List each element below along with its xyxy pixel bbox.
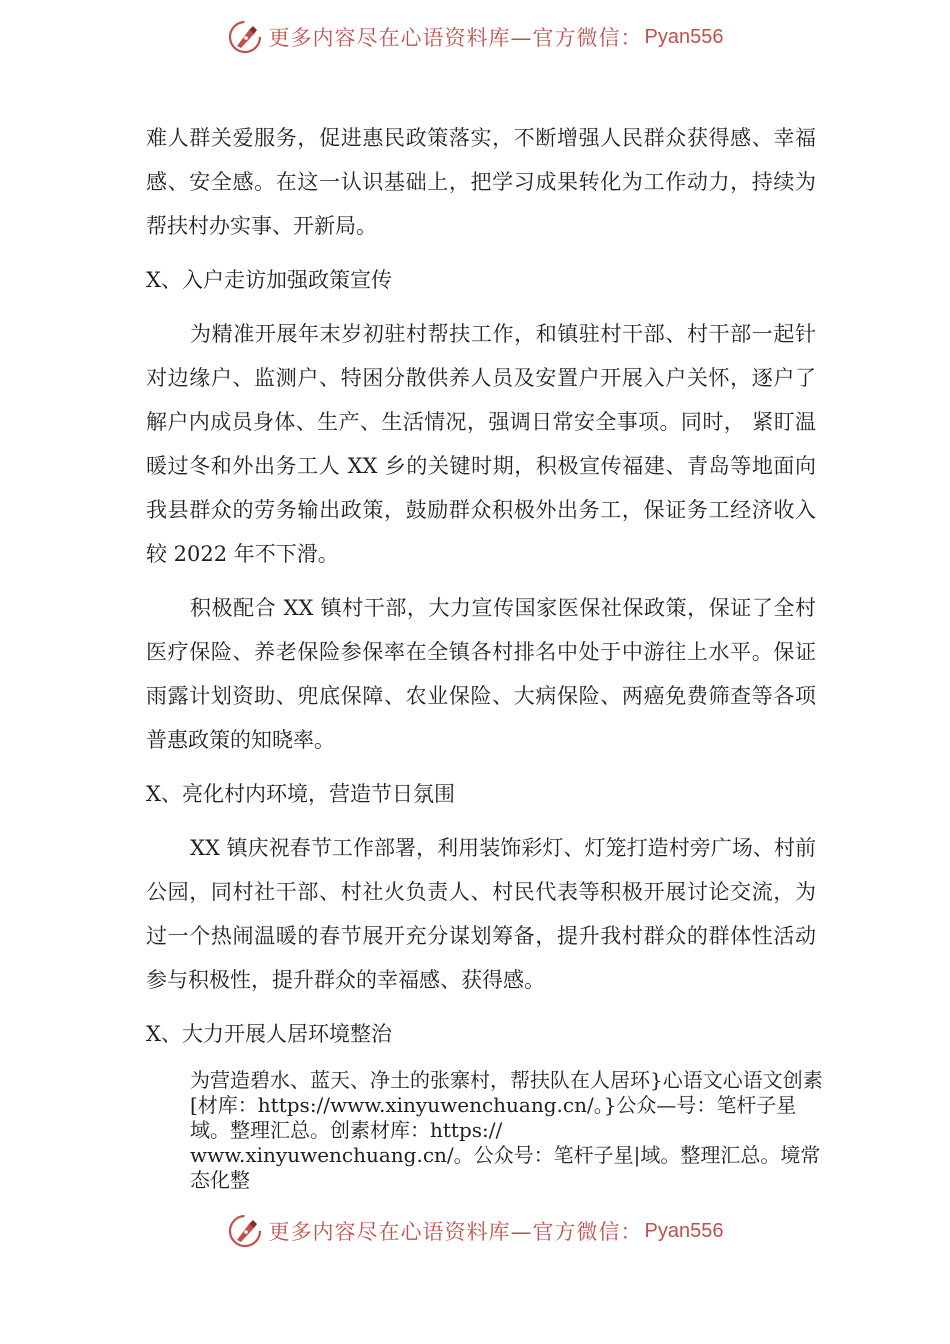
header-watermark-banner — [0, 12, 950, 62]
paragraph-living-environment: 为营造碧水、蓝天、净土的张寨村，帮扶队在人居环}心语文心语文创素[材库：https://www.xinyuwenchuang.cn/。}公众—号：笔杆子星域。整理汇总。创素材库：https:// www.xinyuwenchuang.cn/。公众号：笔杆子星|域。整理汇总。境常态化整 — [190, 1068, 823, 1192]
section-heading-environment: X、亮化村内环境，营造节日氛围 — [146, 782, 455, 806]
document-body — [146, 116, 816, 1066]
section-heading-living-environment: X、大力开展人居环境整治 — [146, 1022, 392, 1046]
wechat-id: Pyan556 — [644, 1219, 724, 1242]
section-heading-visits: X、入户走访加强政策宣传 — [146, 268, 392, 292]
paragraph-visits: 为精准开展年末岁初驻村帮扶工作，和镇驻村干部、村干部一起针对边缘户、监测户、特困分散供养人员及安置户开展入户关怀，逐户了解户内成员身体、生产、生活情况，强调日常安全事项。同时， 紧盯温暖过冬和外出务工人 XX 乡的关键时期，积极宣传福建、青岛等地面向我县群众的劳务输出政策，鼓励群众积极外出务工，保证务工经济收入较 2022 年不下滑。 — [146, 322, 816, 566]
paragraph-festival: XX 镇庆祝春节工作部署，利用装饰彩灯、灯笼打造村旁广场、村前公园，同村社干部、村社火负责人、村民代表等积极开展讨论交流，为过一个热闹温暖的春节展开充分谋划筹备，提升我村群众的群体性活动参与积极性，提升群众的幸福感、获得感。 — [146, 836, 816, 992]
pen-nib-icon — [227, 1213, 263, 1249]
banner-text: 更多内容尽在心语资料库—官方微信： — [268, 1220, 643, 1244]
pen-nib-icon — [227, 19, 263, 55]
paragraph-continuation: 难人群关爱服务，促进惠民政策落实，不断增强人民群众获得感、幸福感、安全感。在这一认识基础上，把学习成果转化为工作动力，持续为帮扶村办实事、开新局。 — [146, 126, 816, 238]
banner-text: 更多内容尽在心语资料库—官方微信： — [268, 26, 643, 50]
paragraph-insurance: 积极配合 XX 镇村干部，大力宣传国家医保社保政策，保证了全村医疗保险、养老保险参保率在全镇各村排名中处于中游往上水平。保证雨露计划资助、兜底保障、农业保险、大病保险、两癌免费筛查等各项普惠政策的知晓率。 — [146, 596, 816, 752]
footer-watermark-banner — [0, 1206, 950, 1256]
wechat-id: Pyan556 — [644, 25, 724, 48]
